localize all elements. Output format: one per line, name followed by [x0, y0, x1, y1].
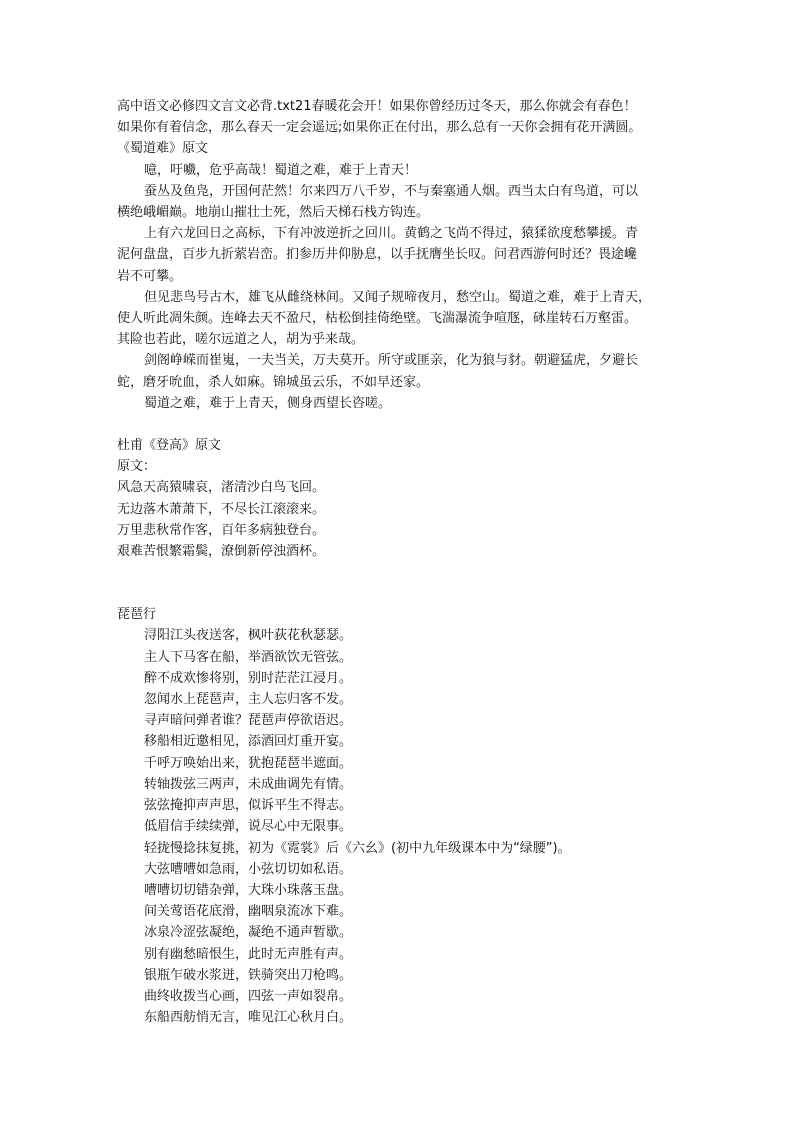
denggao-title: 杜甫《登高》原文	[117, 438, 222, 454]
shudao-line: 蜀道之难，难于上青天，侧身西望长咨嗟。	[144, 395, 392, 411]
pipa-poem	[117, 625, 687, 1028]
pipa-line: 东船西舫悄无言，唯见江心秋月白。	[144, 1010, 353, 1026]
shudao-line: 但见悲鸟号古木，雄飞从雌绕林间。又闻子规啼夜月，愁空山。蜀道之难，难于上青天，	[144, 289, 652, 305]
denggao-line: 万里悲秋常作客，百年多病独登台。	[117, 522, 326, 538]
pipa-line: 忽闻水上琵琶声，主人忘归客不发。	[144, 692, 353, 708]
shudao-line: 蚕丛及鱼凫，开国何茫然！尔来四万八千岁，不与秦塞通人烟。西当太白有鸟道，可以	[144, 183, 639, 199]
shudao-paragraph	[117, 181, 687, 223]
shudao-paragraph	[117, 350, 687, 392]
shudao-line: 上有六龙回日之高标，下有冲波逆折之回川。黄鹤之飞尚不得过，猿猱欲度愁攀援。青	[144, 226, 639, 242]
shudao-paragraph	[117, 287, 687, 351]
pipa-line: 别有幽愁暗恨生，此时无声胜有声。	[144, 946, 353, 962]
shudao-line: 其险也若此，嗟尔远道之人，胡为乎来哉。	[117, 332, 365, 348]
shudao-line: 噫，吁嚱，危乎高哉！蜀道之难，难于上青天！	[144, 162, 418, 178]
pipa-line: 弦弦掩抑声声思，似诉平生不得志。	[144, 798, 353, 814]
pipa-line: 轻拢慢捻抹复挑，初为《霓裳》后《六幺》(初中九年级课本中为“绿腰”)。	[144, 840, 571, 856]
shudao-line: 蛇，磨牙吮血，杀人如麻。锦城虽云乐，不如早还家。	[117, 374, 430, 390]
intro-line-1: 高中语文必修四文言文必背.txt21春暖花会开！如果你曾经历过冬天，那么你就会有春色！	[117, 99, 637, 114]
shudao-paragraph	[117, 393, 687, 414]
shudao-line: 使人听此凋朱颜。连峰去天不盈尺，枯松倒挂倚绝壁。飞湍瀑流争喧豗，砯崖转石万壑雷。	[117, 311, 638, 327]
pipa-title: 琵琶行	[117, 607, 157, 623]
pipa-line: 间关莺语花底滑，幽咽泉流冰下难。	[144, 904, 353, 920]
shudao-paragraph	[117, 160, 687, 181]
pipa-line: 嘈嘈切切错杂弹，大珠小珠落玉盘。	[144, 882, 353, 898]
intro-line-2: 如果你有着信念，那么春天一定会遥远;如果你正在付出，那么总有一天你会拥有花开满圆。	[117, 120, 642, 136]
shudao-line: 剑阁峥嵘而崔嵬，一夫当关，万夫莫开。所守或匪亲，化为狼与豺。朝避猛虎，夕避长	[144, 353, 639, 369]
pipa-line: 醉不成欢惨将别，别时茫茫江浸月。	[144, 670, 353, 686]
pipa-line: 浔阳江头夜送客，枫叶荻花秋瑟瑟。	[144, 628, 353, 644]
pipa-line: 主人下马客在船，举酒欲饮无管弦。	[144, 649, 353, 665]
pipa-line: 转轴拨弦三两声，未成曲调先有情。	[144, 776, 353, 792]
denggao-poem	[117, 477, 687, 562]
shudao-text	[117, 160, 687, 414]
pipa-line: 大弦嘈嘈如急雨，小弦切切如私语。	[144, 861, 353, 877]
shudao-paragraph	[117, 223, 687, 287]
shudao-line: 岩不可攀。	[117, 268, 183, 284]
denggao-subtitle: 原文：	[117, 459, 157, 475]
shudao-line: 横绝峨嵋巅。地崩山摧壮士死，然后天梯石栈方钩连。	[117, 205, 430, 221]
pipa-line: 冰泉冷涩弦凝绝，凝绝不通声暂歇。	[144, 925, 353, 941]
spacer	[117, 414, 687, 435]
denggao-line: 艰难苦恨繁霜鬓，潦倒新停浊酒杯。	[117, 544, 326, 560]
denggao-line: 风急天高猿啸哀，渚清沙白鸟飞回。	[117, 480, 326, 496]
pipa-line: 移船相近邀相见，添酒回灯重开宴。	[144, 734, 353, 750]
pipa-line: 曲终收拨当心画，四弦一声如裂帛。	[144, 988, 353, 1004]
pipa-line: 寻声暗问弹者谁？琵琶声停欲语迟。	[144, 713, 353, 729]
shudao-title: 《蜀道难》原文	[117, 141, 209, 157]
shudao-line: 泥何盘盘，百步九折萦岩峦。扪参历井仰胁息，以手抚膺坐长叹。问君西游何时还？畏途巉	[117, 247, 638, 263]
pipa-line: 低眉信手续续弹，说尽心中无限事。	[144, 819, 353, 835]
spacer	[117, 562, 687, 604]
pipa-line: 银瓶乍破水浆迸，铁骑突出刀枪鸣。	[144, 967, 353, 983]
document-body	[117, 96, 687, 1028]
denggao-line: 无边落木萧萧下，不尽长江滚滚来。	[117, 501, 326, 517]
pipa-line: 千呼万唤始出来，犹抱琵琶半遮面。	[144, 755, 353, 771]
